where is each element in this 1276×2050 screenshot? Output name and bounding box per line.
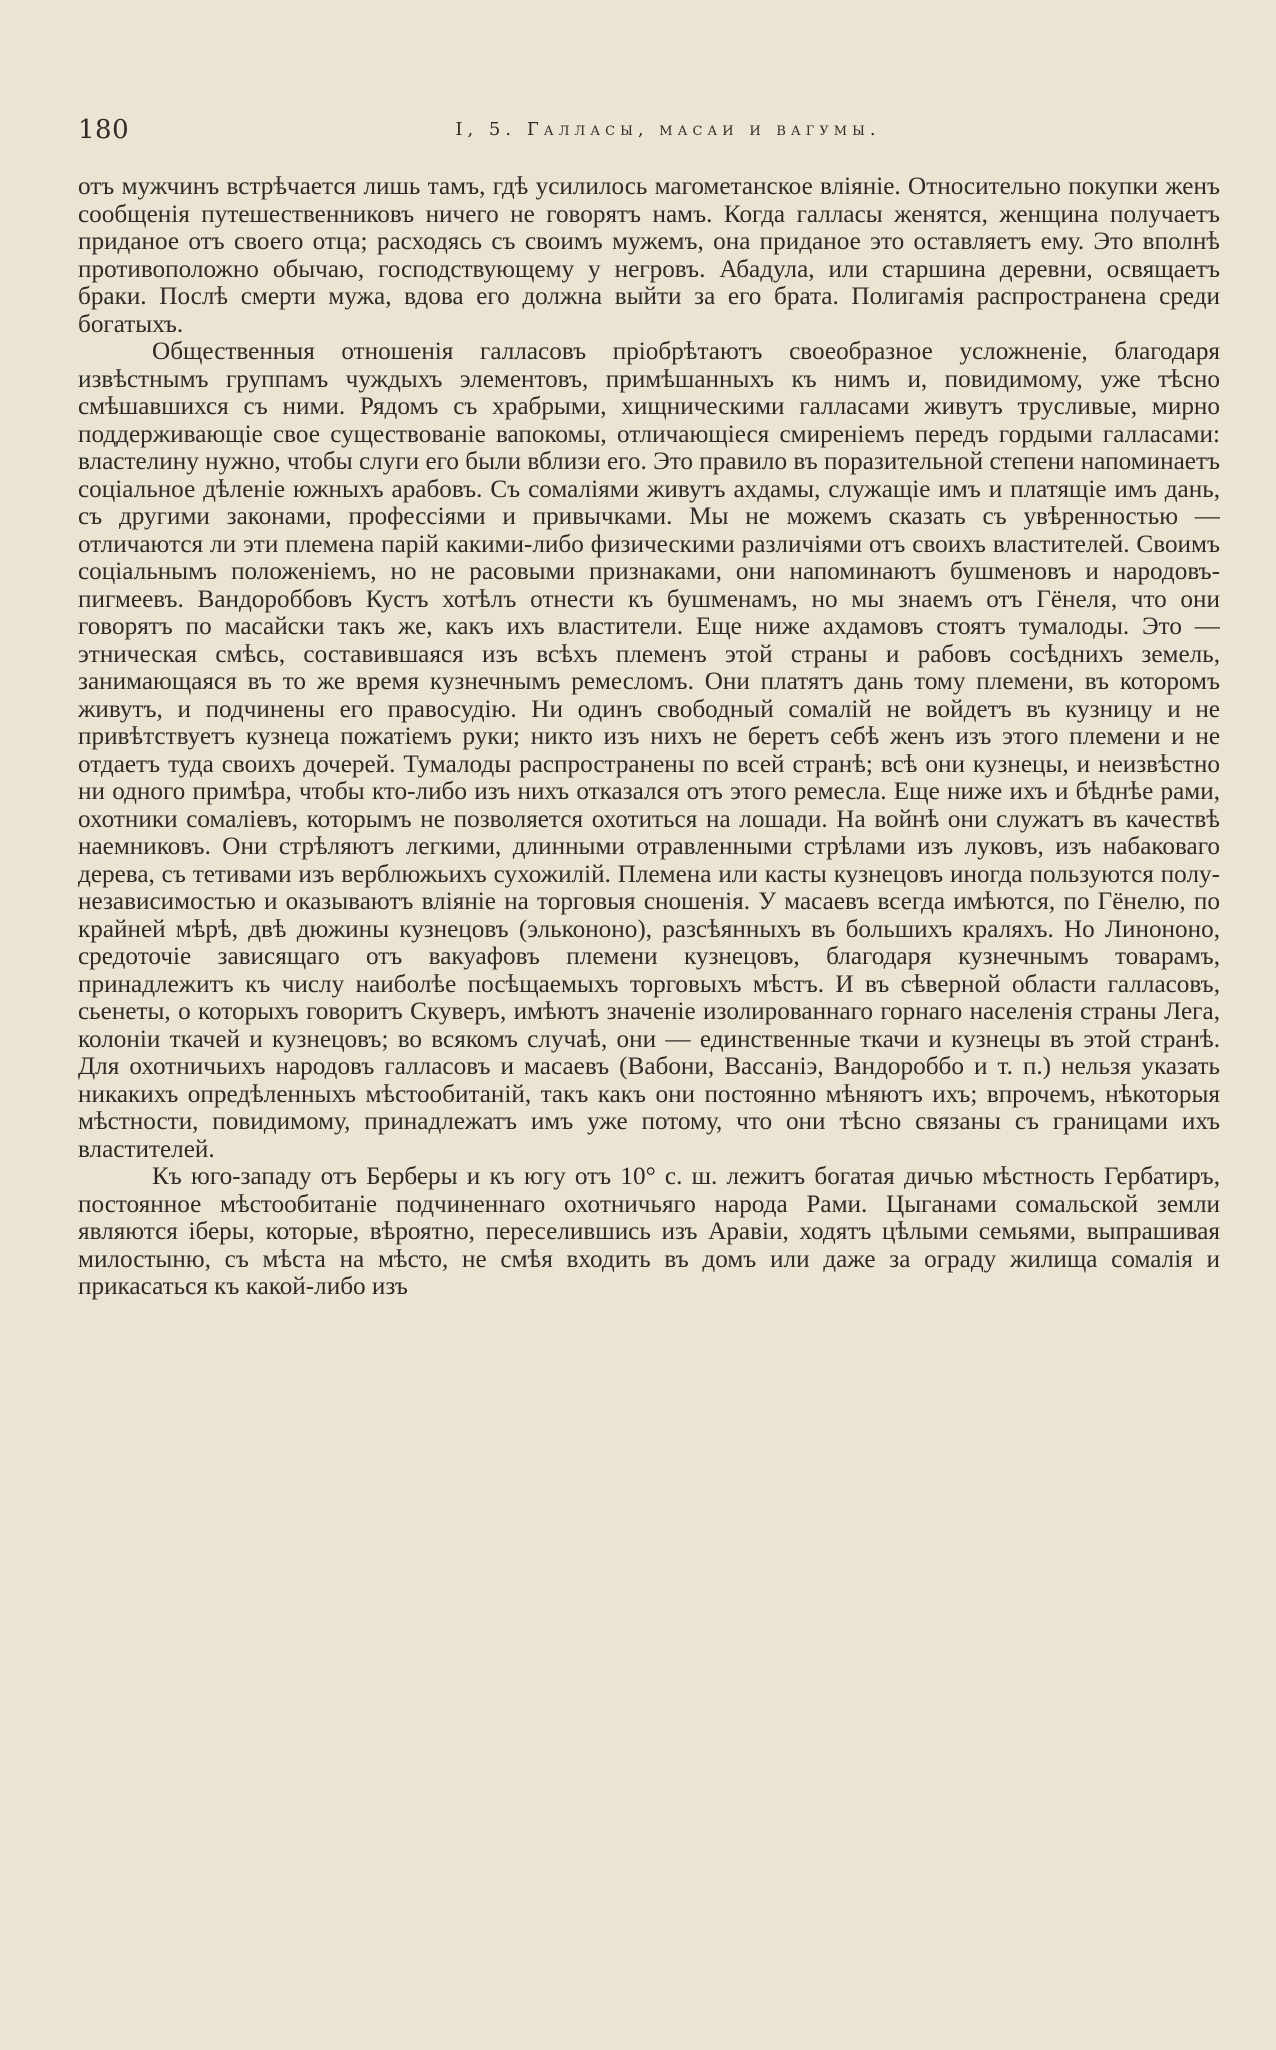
page-header — [78, 115, 1218, 155]
text-body — [78, 173, 1220, 2033]
paragraph-1: отъ мужчинъ встрѣчается лишь тамъ, гдѣ усилилось магометанское вліяніе. Относительно покупки женъ сообщенія путешественниковъ ничего не говорятъ намъ. Когда галласы женятся, женщина получаетъ приданое отъ своего отца; расходясь съ своимъ мужемъ, она приданое это оставляетъ ему. Это вполнѣ противоположно обычаю, господствующему у негровъ. Абадула, или старшина деревни, освящаетъ браки. Послѣ смерти мужа, вдова его должна выйти за его брата. Полигамія распространена среди богатыхъ. — [78, 173, 1220, 338]
running-title: I, 5. Галласы, масаи и вагумы. — [455, 119, 881, 140]
paragraph-3: Къ юго-западу отъ Берберы и къ югу отъ 10° с. ш. лежитъ богатая дичью мѣстность Гербатиръ, постоянное мѣстообитаніе подчиненнаго охотничьяго народа Рами. Цыганами сомальской земли являются іберы, которые, вѣроятно, переселившись изъ Аравіи, ходятъ цѣлыми семьями, выпрашивая милостыню, съ мѣста на мѣсто, не смѣя входить въ домъ или даже за ограду жилища сомалія и прикасаться къ какой-либо изъ — [78, 1163, 1220, 1300]
paragraph-2: Общественныя отношенія галласовъ пріобрѣтаютъ своеобразное усложненіе, благодаря извѣстнымъ группамъ чуждыхъ элементовъ, примѣшанныхъ къ нимъ и, повидимому, уже тѣсно смѣшавшихся съ ними. Рядомъ съ храбрыми, хищническими галласами живутъ трусливые, мирно поддерживающіе свое существованіе вапокомы, отличающіеся смиреніемъ передъ гордыми галласами: властелину нужно, чтобы слуги его были вблизи его. Это правило въ поразительной степени напоминаетъ соціальное дѣленіе южныхъ арабовъ. Съ сомаліями живутъ ахдамы, служащіе имъ и платящіе имъ дань, съ другими законами, профессіями и привычками. Мы не можемъ сказать съ увѣренностью — отличаются ли эти племена парій какими-либо физическими различіями отъ своихъ властителей. Своимъ соціальнымъ положеніемъ, но не расовыми признаками, они напоминаютъ бушменовъ и народовъ-пигмеевъ. Вандороббовъ Кустъ хотѣлъ отнести къ бушменамъ, но мы знаемъ отъ Гёнеля, что они говорятъ по масайски такъ же, какъ ихъ властители. Еще ниже ахдамовъ стоятъ тумалоды. Это — этническая смѣсь, составившаяся изъ всѣхъ племенъ этой страны и рабовъ сосѣднихъ земель, занимающаяся въ то же время кузнечнымъ ремесломъ. Они платятъ дань тому племени, въ которомъ живутъ, и подчинены его правосудію. Ни одинъ свободный сомалій не войдетъ въ кузницу и не привѣтствуетъ кузнеца пожатіемъ руки; никто изъ нихъ не беретъ себѣ женъ изъ этого племени и не отдаетъ туда своихъ дочерей. Тумалоды распространены по всей странѣ; всѣ они кузнецы, и неизвѣстно ни одного примѣра, чтобы кто-либо изъ нихъ отказался отъ этого ремесла. Еще ниже ихъ и бѣднѣе рами, охотники сомаліевъ, которымъ не позволяется охотиться на лошади. На войнѣ они служатъ въ качествѣ наемниковъ. Они стрѣляютъ легкими, длинными отравленными стрѣлами изъ луковъ, изъ набаковаго дерева, съ тетивами изъ верблюжьихъ сухожилій. Племена или касты кузнецовъ иногда пользуются полу-независимостью и оказываютъ вліяніе на торговыя сношенія. У масаевъ всегда имѣются, по Гёнелю, по крайней мѣрѣ, двѣ дюжины кузнецовъ (элькононо), разсѣянныхъ въ большихъ краляхъ. Но Линононо, средоточіе зависящаго отъ вакуафовъ племени кузнецовъ, благодаря кузнечнымъ товарамъ, принадлежитъ къ числу наиболѣе посѣщаемыхъ торговыхъ мѣстъ. И въ сѣверной области галласовъ, сьенеты, о которыхъ говоритъ Скуверъ, имѣютъ значеніе изолированнаго горнаго населенія страны Лега, колоніи ткачей и кузнецовъ; во всякомъ случаѣ, они — единственные ткачи и кузнецы въ этой странѣ. Для охотничьихъ народовъ галласовъ и масаевъ (Вабони, Вассаніэ, Вандороббо и т. п.) нельзя указать никакихъ опредѣленныхъ мѣстообитаній, такъ какъ они постоянно мѣняютъ ихъ; впрочемъ, нѣкоторыя мѣстности, повидимому, принадлежатъ имъ уже потому, что они тѣсно связаны съ границами ихъ властителей. — [78, 338, 1220, 1163]
page-number: 180 — [78, 115, 130, 145]
